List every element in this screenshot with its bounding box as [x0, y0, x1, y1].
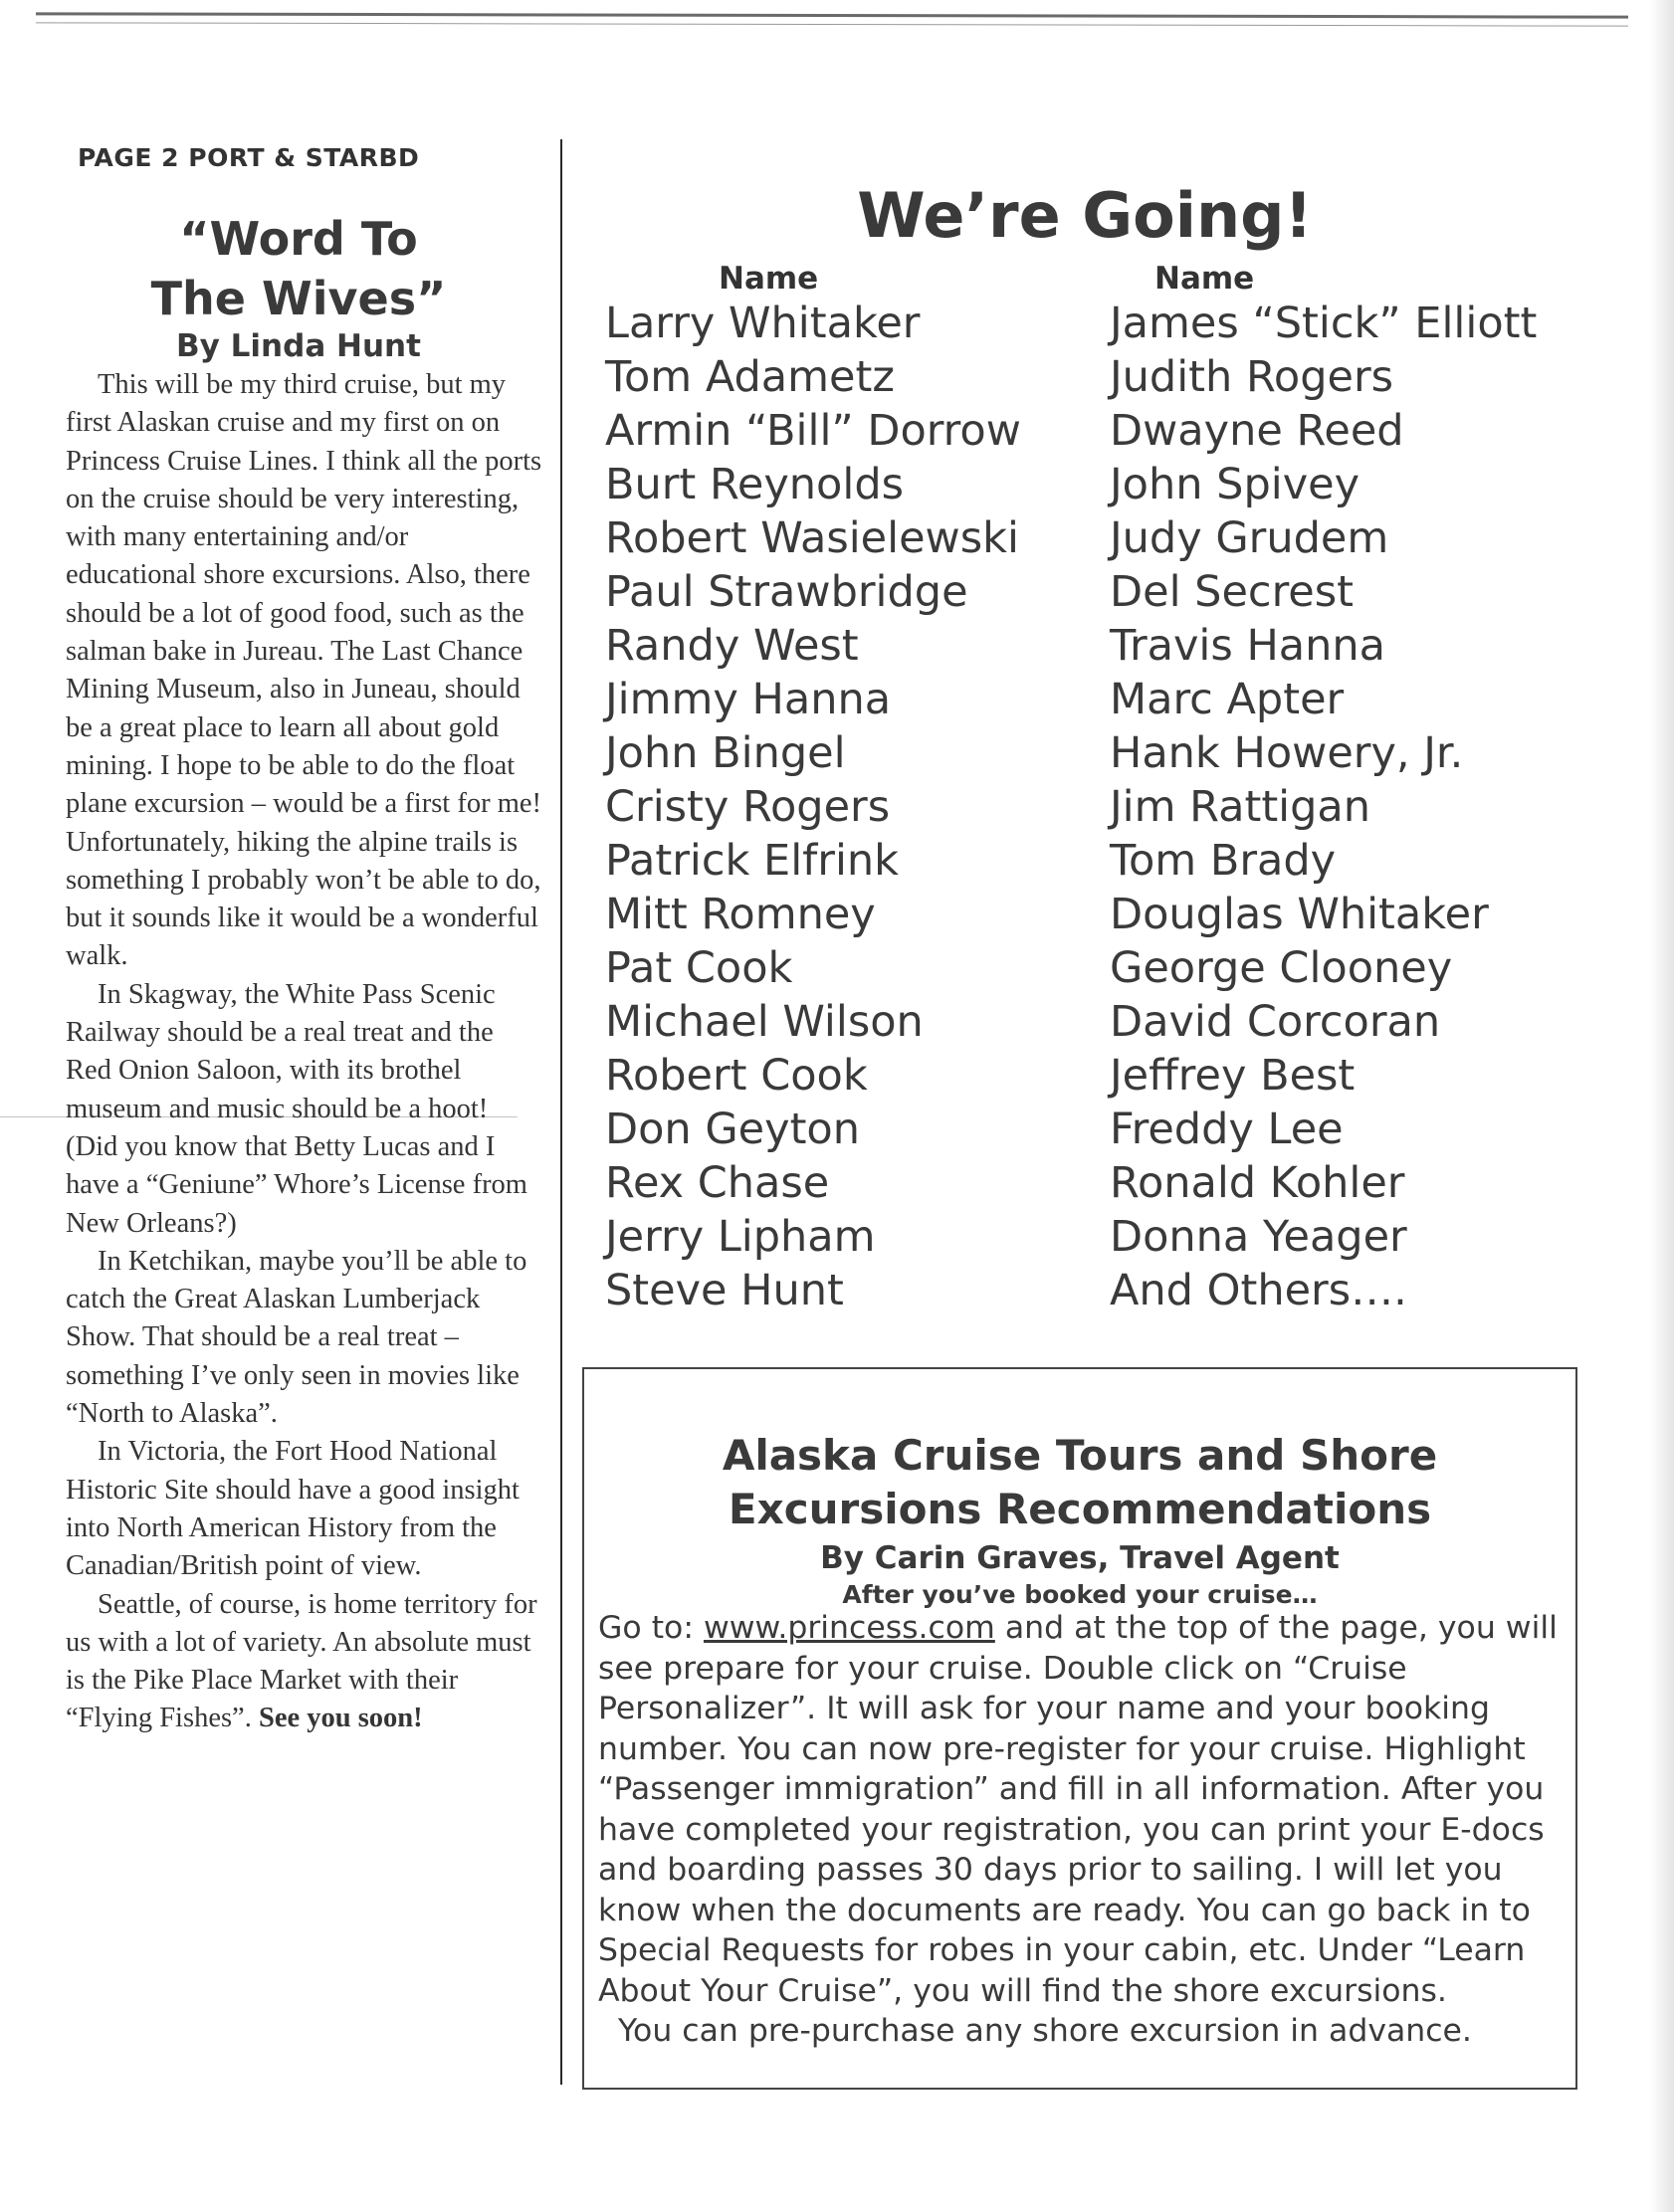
- tours-title: [584, 1429, 1575, 1536]
- name-entry: Rex Chase: [605, 1158, 830, 1208]
- article-paragraph: In Skagway, the White Pass Scenic Railway should be a real treat and the Red Onion Saloon, with its brothel museum and music should be a hoot! (Did you know that Betty Lucas and I have a “Geniune” Whore’s License from New Orleans?): [66, 978, 527, 1239]
- name-entry: Jim Rattigan: [1110, 782, 1371, 832]
- name-entry: Robert Wasielewski: [605, 513, 1019, 563]
- tours-box: [582, 1367, 1577, 2090]
- page-edge-shadow: [1650, 0, 1674, 2212]
- princess-link[interactable]: www.princess.com: [703, 1610, 995, 1646]
- name-entry: Del Secrest: [1110, 567, 1355, 617]
- name-entry: Cristy Rogers: [605, 782, 891, 832]
- name-entry: Jerry Lipham: [605, 1212, 876, 1262]
- name-entry: Judith Rogers: [1110, 352, 1394, 402]
- name-entry: Patrick Elfrink: [605, 836, 900, 886]
- name-entry: John Spivey: [1110, 460, 1360, 509]
- tours-go-to: Go to:: [598, 1610, 704, 1646]
- name-entry: Marc Apter: [1110, 675, 1345, 724]
- tours-instructions: and at the top of the page, you will see prepare for your cruise. Double click on “Cruise Personalizer”. It will ask for your name and your booking number. You can now pre-register for your cruise. Highlight “Passenger immigration” and fill in all information. After you have completed your registration, you can print your E-docs and boarding passes 30 days prior to sailing. I will let you know when the documents are ready. You can go back in to Special Requests for robes in your cabin, etc. Under “Learn About Your Cruise”, you will find the shore excursions.: [598, 1610, 1558, 2009]
- tours-title-line-1: Alaska Cruise Tours and Shore: [722, 1431, 1438, 1480]
- name-entry: Pat Cook: [605, 943, 793, 993]
- name-entry: Hank Howery, Jr.: [1110, 728, 1464, 778]
- going-heading: We’re Going!: [857, 179, 1313, 252]
- article-paragraph: [66, 1586, 543, 1738]
- name-entry: James “Stick” Elliott: [1110, 299, 1538, 348]
- article-paragraph: In Ketchikan, maybe you’ll be able to catch the Great Alaskan Lumberjack Show. That should be a real treat – something I’ve only seen in movies like “North to Alaska”.: [66, 1245, 527, 1430]
- name-entry: Douglas Whitaker: [1110, 890, 1489, 939]
- top-rule: [36, 12, 1628, 18]
- name-entry: Donna Yeager: [1110, 1212, 1407, 1262]
- name-entry: Steve Hunt: [605, 1266, 844, 1315]
- article-title-line-2: The Wives”: [150, 272, 447, 325]
- top-rule-thin: [36, 22, 1628, 26]
- name-entry: David Corcoran: [1110, 997, 1441, 1047]
- name-entry: Ronald Kohler: [1110, 1158, 1405, 1208]
- name-entry: Jimmy Hanna: [605, 675, 892, 724]
- name-entry: Tom Brady: [1110, 836, 1337, 886]
- tours-paragraph: [598, 1608, 1569, 2011]
- name-entry: Armin “Bill” Dorrow: [605, 406, 1021, 456]
- name-column-header-right: Name: [1154, 261, 1255, 297]
- tours-last-line: You can pre-purchase any shore excursion in advance.: [618, 2013, 1472, 2049]
- article-title-line-1: “Word To: [179, 212, 418, 266]
- name-entry: Freddy Lee: [1110, 1105, 1344, 1154]
- column-divider: [560, 139, 562, 2085]
- name-entry: Robert Cook: [605, 1051, 868, 1101]
- name-entry: Burt Reynolds: [605, 460, 905, 509]
- page-label: PAGE 2 PORT & STARBD: [78, 143, 420, 172]
- name-entry: George Clooney: [1110, 943, 1453, 993]
- article-title: [70, 209, 527, 328]
- article-paragraph: In Victoria, the Fort Hood National Historic Site should have a good insight into North American History from the Canadian/British point of view.: [66, 1436, 520, 1582]
- name-list-right: [1110, 297, 1537, 1317]
- name-entry: Randy West: [605, 621, 859, 671]
- tours-title-line-2: Excursions Recommendations: [728, 1485, 1432, 1533]
- name-entry: And Others….: [1110, 1266, 1407, 1315]
- article-closing: See you soon!: [258, 1703, 423, 1734]
- article-paragraph: This will be my third cruise, but my first Alaskan cruise and my first on on Princess Cruise Lines. I think all the ports on the cruise should be very interesting, with many entertaining and/or educational shore excursions. Also, there should be a lot of good food, such as the salman bake in Jureau. The Last Chance Mining Museum, also in Juneau, should be a great place to learn all about gold mining. I hope to be able to do the float plane excursion – would be a first for me! Unfortunately, hiking the alpine trails is something I probably won’t be able to do, but it sounds like it would be a wonderful walk.: [66, 369, 542, 972]
- name-entry: Mitt Romney: [605, 890, 876, 939]
- name-entry: Larry Whitaker: [605, 299, 921, 348]
- article-byline: By Linda Hunt: [176, 328, 421, 364]
- name-entry: Travis Hanna: [1110, 621, 1385, 671]
- name-entry: Jeffrey Best: [1110, 1051, 1356, 1101]
- name-entry: Dwayne Reed: [1110, 406, 1404, 456]
- name-entry: Michael Wilson: [605, 997, 924, 1047]
- article-paragraph-text: Seattle, of course, is home territory for us with a lot of variety. An absolute must is the Pike Place Market with their “Flying Fishes”.: [66, 1588, 537, 1734]
- name-column-header-left: Name: [719, 261, 819, 297]
- name-list-left: [605, 297, 1021, 1317]
- name-entry: Don Geyton: [605, 1105, 860, 1154]
- tours-subtitle: After you’ve booked your cruise…: [842, 1580, 1318, 1609]
- name-entry: Judy Grudem: [1110, 513, 1389, 563]
- name-entry: John Bingel: [605, 728, 846, 778]
- article-body: [66, 366, 543, 1738]
- tours-body: [598, 1608, 1569, 2052]
- tours-byline: By Carin Graves, Travel Agent: [820, 1540, 1340, 1576]
- name-entry: Tom Adametz: [605, 352, 895, 402]
- name-entry: Paul Strawbridge: [605, 567, 968, 617]
